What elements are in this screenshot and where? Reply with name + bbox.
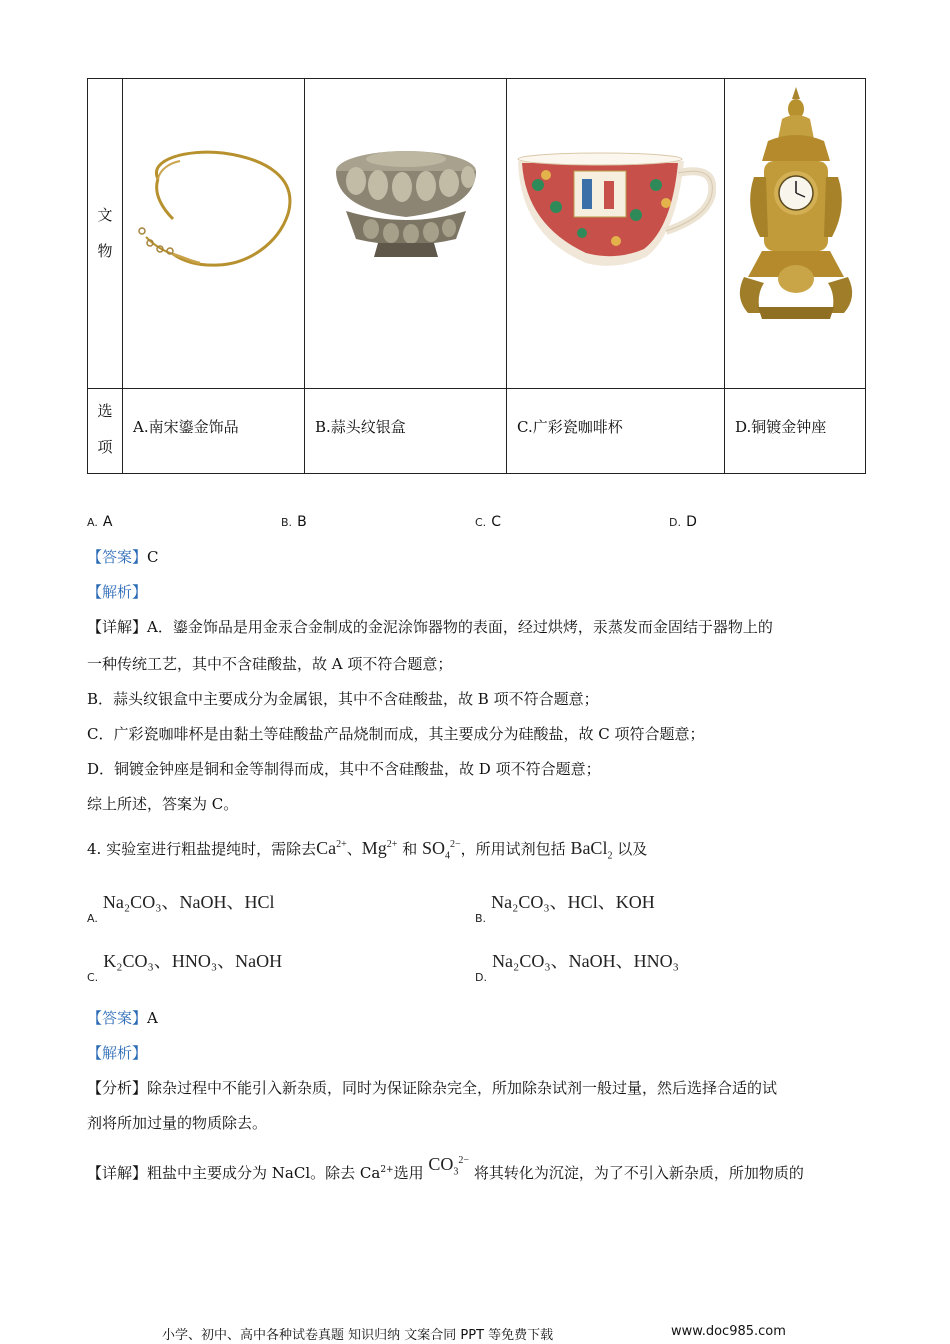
row-header-char: 文 <box>97 206 113 224</box>
separator: 、 <box>346 840 362 858</box>
q4-analysis-line: 剂将所加过量的物质除去。 <box>87 1114 268 1132</box>
ion-subscript: 4 <box>445 850 450 862</box>
stem-text: ，所用试剂包括 <box>460 840 566 858</box>
q3-detail-line <box>87 617 773 637</box>
reagent-bacl2 <box>570 838 613 862</box>
ion-ca <box>316 838 347 858</box>
q4-analysis-line <box>87 1078 777 1098</box>
ion-charge: 2− <box>458 1155 470 1166</box>
analysis-head: 【分析】 <box>87 1079 148 1097</box>
q3-detail-line: B．蒜头纹银盒中主要成分为金属银，其中不含硅酸盐，故 B 项不符合题意； <box>87 690 599 708</box>
ion-so4 <box>421 838 461 862</box>
table-divider <box>122 79 123 473</box>
footer-text: 小学、初中、高中各种试卷真题 知识归纳 文案合同 PPT 等免费下载 <box>162 1328 554 1343</box>
ion-symbol: CO <box>428 1154 454 1174</box>
analysis-text: 除杂过程中不能引入新杂质，同时为保证除杂完全，所加除杂试剂一般过量，然后选择合适的试 <box>147 1079 778 1097</box>
option-a-label: A.南宋鎏金饰品 <box>133 418 239 436</box>
gilded-clock-image <box>734 87 858 321</box>
q3-detail-line: D．铜镀金钟座是铜和金等制得而成，其中不含硅酸盐，故 D 项不符合题意； <box>87 760 601 778</box>
q3-choice-c <box>475 511 501 530</box>
ion-co3 <box>428 1154 470 1178</box>
ion-mg <box>362 838 398 858</box>
gold-chain-image <box>128 139 298 279</box>
ion-charge: 2+ <box>336 839 347 850</box>
option-b-label: B.蒜头纹银盒 <box>315 418 406 436</box>
option-c-label: C.广彩瓷咖啡杯 <box>517 418 623 436</box>
ion-subscript: 3 <box>453 1166 459 1178</box>
q3-detail-line: 一种传统工艺，其中不含硅酸盐，故 A 项不符合题意； <box>87 655 453 673</box>
table-divider <box>724 79 725 473</box>
choice-value: C <box>491 514 502 530</box>
q4-option-d <box>475 947 679 984</box>
choice-label: D. <box>669 516 681 529</box>
silver-box-image <box>316 139 496 269</box>
choice-value: D <box>686 514 697 530</box>
option-formula: Na₂CO₃、HCl、KOH <box>491 892 655 912</box>
ion-charge: 2− <box>450 839 461 850</box>
detail-text: 粗盐中主要成分为 NaCl。除去 Ca <box>147 1164 381 1182</box>
q3-choice-b <box>281 511 307 530</box>
table-divider <box>304 79 305 473</box>
row-header-option <box>88 393 122 465</box>
answer-tag: 【答案】 <box>87 548 148 566</box>
ion-symbol: Ca <box>316 838 337 858</box>
detail-text: 选用 <box>393 1164 424 1182</box>
reagent-symbol: BaCl <box>570 838 608 858</box>
q3-choice-a <box>87 511 113 530</box>
option-d-label: D.铜镀金钟座 <box>735 418 827 436</box>
option-label: C. <box>87 971 99 984</box>
stem-text: 4. 实验室进行粗盐提纯时，需除去 <box>87 840 317 858</box>
row-header-char: 选 <box>97 402 113 420</box>
q4-option-c <box>87 947 282 984</box>
row-header-artifact <box>88 197 122 269</box>
answer-value: C <box>147 548 159 566</box>
q4-analysis-tag: 【解析】 <box>87 1044 148 1062</box>
option-label: A. <box>87 912 98 925</box>
choice-label: B. <box>281 516 293 529</box>
detail-tag: 【详解】 <box>87 618 148 636</box>
footer-link[interactable]: www.doc985.com <box>671 1324 786 1339</box>
stem-text: 以及 <box>617 840 648 858</box>
q3-choice-d <box>669 511 697 530</box>
answer-tag: 【答案】 <box>87 1009 148 1027</box>
q4-option-a <box>87 888 274 925</box>
choice-label: C. <box>475 516 487 529</box>
q3-detail-line: C．广彩瓷咖啡杯是由黏土等硅酸盐产品烧制而成，其主要成分为硅酸盐，故 C 项符合题意； <box>87 725 705 743</box>
reagent-subscript: 2 <box>607 850 613 862</box>
choice-label: A. <box>87 516 98 529</box>
option-label: D. <box>475 971 487 984</box>
ion-charge: 2+ <box>380 1165 394 1175</box>
q4-detail-line <box>87 1156 804 1194</box>
row-header-char: 物 <box>97 242 113 260</box>
artifact-table <box>87 78 866 474</box>
detail-text: 将其转化为沉淀，为了不引入新杂质，所加物质的 <box>473 1164 804 1182</box>
choice-value: A <box>102 514 113 530</box>
q4-answer <box>87 1008 158 1028</box>
table-divider <box>88 388 865 389</box>
option-formula: Na₂CO₃、NaOH、HNO₃ <box>492 951 679 971</box>
q4-option-b <box>475 888 655 925</box>
option-formula: K₂CO₃、HNO₃、NaOH <box>103 951 283 971</box>
q3-detail-line: 综上所述，答案为 C。 <box>87 795 239 813</box>
table-divider <box>506 79 507 473</box>
q3-analysis-tag: 【解析】 <box>87 583 148 601</box>
ion-symbol: SO <box>421 838 445 858</box>
choice-value: B <box>297 514 307 530</box>
porcelain-cup-image <box>516 145 716 275</box>
option-label: B. <box>475 912 487 925</box>
detail-tag: 【详解】 <box>87 1164 148 1182</box>
stem-text: 和 <box>402 840 418 858</box>
detail-text: A．鎏金饰品是用金汞合金制成的金泥涂饰器物的表面，经过烘烤，汞蒸发而金固结于器物上的 <box>147 618 773 636</box>
q4-stem <box>87 832 647 870</box>
ion-charge: 2+ <box>386 839 398 850</box>
option-formula: Na₂CO₃、NaOH、HCl <box>102 892 275 912</box>
q3-answer <box>87 547 159 567</box>
row-header-char: 项 <box>97 438 113 456</box>
ion-symbol: Mg <box>361 838 387 858</box>
answer-value: A <box>147 1009 158 1027</box>
